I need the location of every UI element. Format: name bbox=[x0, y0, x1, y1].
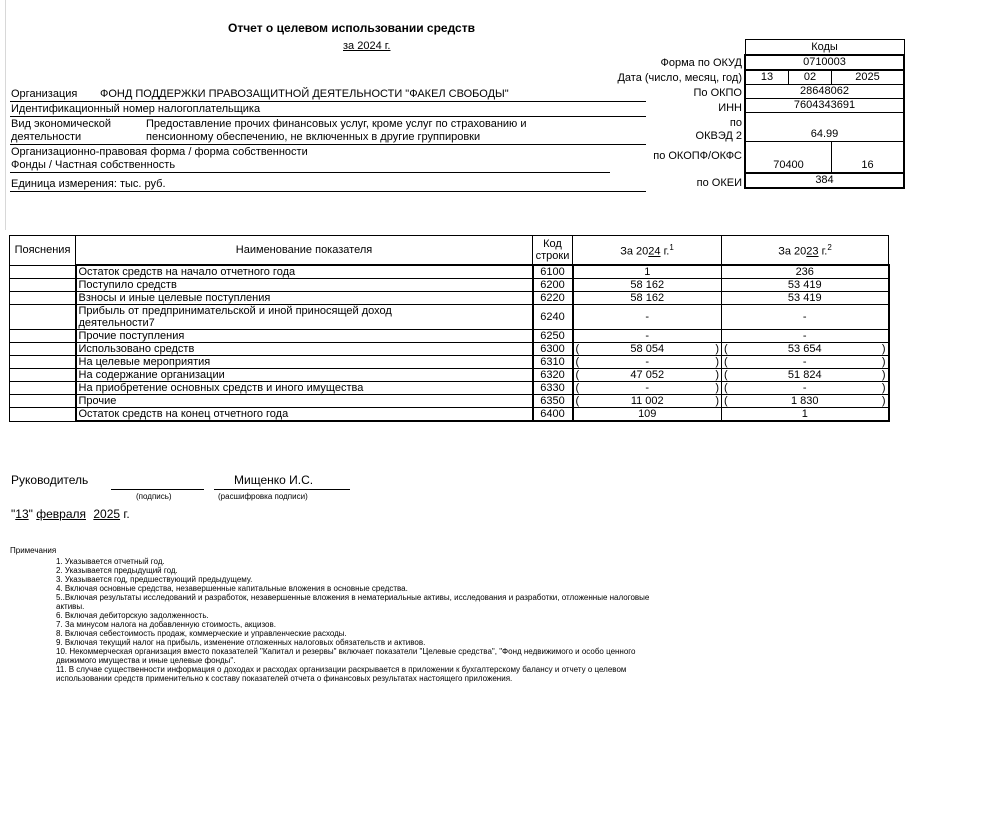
decode-caption: (расшифровка подписи) bbox=[218, 492, 308, 501]
row-code: 6350 bbox=[533, 395, 573, 408]
note-item: 11. В случае существенности информация о доходах и расходах организации раскрывается в приложении к бухгалтерскому балансу и отчету о целевом bbox=[56, 665, 627, 674]
row-current-value: 58 162 bbox=[573, 279, 722, 292]
note-item: 3. Указывается год, предшествующий предыдущему. bbox=[56, 575, 253, 584]
note-item: движимого имущества и иные целевые фонды". bbox=[56, 656, 236, 665]
row-note bbox=[10, 369, 76, 382]
row-name: Прочие поступления bbox=[76, 330, 533, 343]
row-code: 6250 bbox=[533, 330, 573, 343]
okfs-value: 16 bbox=[832, 142, 905, 174]
col-name: Наименование показателя bbox=[76, 236, 533, 266]
row-previous-value: ( 51 824 ) bbox=[722, 369, 889, 382]
row-code: 6100 bbox=[533, 265, 573, 279]
row-code: 6330 bbox=[533, 382, 573, 395]
table-row bbox=[10, 305, 889, 330]
table-row bbox=[10, 408, 889, 422]
signature-date: "13" февраля 2025 г. bbox=[11, 507, 130, 521]
funds-table bbox=[9, 235, 890, 422]
row-note bbox=[10, 292, 76, 305]
note-item: активы. bbox=[56, 602, 85, 611]
table-row bbox=[10, 279, 889, 292]
note-item: 8. Включая себестоимость продаж, коммерческие и управленческие расходы. bbox=[56, 629, 347, 638]
unit-label: Единица измерения: тыс. руб. bbox=[11, 178, 166, 190]
okei-value: 384 bbox=[745, 173, 904, 188]
row-previous-value: 236 bbox=[722, 265, 889, 279]
note-item: 7. За минусом налога на добавленную стоимость, акцизов. bbox=[56, 620, 276, 629]
note-item: использовании средств применительно к составу показателей отчета о финансовых результатах настоящего приложения. bbox=[56, 674, 513, 683]
row-note bbox=[10, 265, 76, 279]
row-current-value: ( 47 052 ) bbox=[573, 369, 722, 382]
note-item: 4. Включая основные средства, незавершенные капитальные вложения в основные средства. bbox=[56, 584, 408, 593]
date-day: 13 bbox=[745, 70, 789, 85]
activity-label-1: Вид экономической bbox=[11, 118, 112, 130]
row-current-value: 109 bbox=[573, 408, 722, 422]
row-current-value: 1 bbox=[573, 265, 722, 279]
okved-value: 64.99 bbox=[745, 113, 904, 142]
table-row bbox=[10, 265, 889, 279]
note-item: 9. Включая текущий налог на прибыль, изменение отложенных налоговых обязательств и активов. bbox=[56, 638, 426, 647]
inn-code-label: ИНН bbox=[718, 102, 742, 114]
row-note bbox=[10, 408, 76, 422]
signature-name: Мищенко И.С. bbox=[234, 473, 314, 487]
row-name: На целевые мероприятия bbox=[76, 356, 533, 369]
date-month: 02 bbox=[789, 70, 832, 85]
legal-form-label: Организационно-правовая форма / форма собственности bbox=[11, 146, 308, 158]
row-previous-value: ( 1 830 ) bbox=[722, 395, 889, 408]
okud-value: 0710003 bbox=[745, 55, 904, 70]
row-current-value: ( 58 054 ) bbox=[573, 343, 722, 356]
col-previous-year: За 2023 г.$^2$ bbox=[722, 236, 889, 266]
table-row bbox=[10, 330, 889, 343]
note-item: 5..Включая результаты исследований и разработок, незавершенные вложения в нематериальные активы, исследования и разработки, отложенные налоговые bbox=[56, 593, 650, 602]
row-note bbox=[10, 343, 76, 356]
okud-label: Форма по ОКУД bbox=[660, 57, 742, 69]
row-current-value: ( 11 002 ) bbox=[573, 395, 722, 408]
codes-table bbox=[744, 39, 905, 189]
note-item: 6. Включая дебиторскую задолженность. bbox=[56, 611, 209, 620]
sign-caption: (подпись) bbox=[136, 492, 172, 501]
row-name: Остаток средств на конец отчетного года bbox=[76, 408, 533, 422]
row-previous-value: - bbox=[722, 330, 889, 343]
org-label: Организация bbox=[11, 88, 78, 100]
report-period: за 2024 г. bbox=[343, 40, 391, 52]
row-note bbox=[10, 330, 76, 343]
okei-label: по ОКЕИ bbox=[696, 177, 742, 189]
okved-label-2: ОКВЭД 2 bbox=[695, 130, 742, 142]
row-code: 6400 bbox=[533, 408, 573, 422]
table-row bbox=[10, 369, 889, 382]
row-note bbox=[10, 382, 76, 395]
activity-line-2: пенсионному обеспечению, не включенных в другие группировки bbox=[146, 131, 481, 143]
row-code: 6220 bbox=[533, 292, 573, 305]
row-name: Использовано средств bbox=[76, 343, 533, 356]
row-current-value: ( - ) bbox=[573, 382, 722, 395]
row-previous-value: 53 419 bbox=[722, 279, 889, 292]
row-name: На содержание организации bbox=[76, 369, 533, 382]
row-name: Взносы и иные целевые поступления bbox=[76, 292, 533, 305]
table-header-row bbox=[10, 236, 889, 266]
col-current-year: За 2024 г.$^1$ bbox=[573, 236, 722, 266]
row-current-value: ( - ) bbox=[573, 356, 722, 369]
note-item: 10. Некоммерческая организация вместо показателей "Капитал и резервы" включает показатели "Целевые средства", "Фонд недвижимого и особо ценного bbox=[56, 647, 636, 656]
row-current-value: 58 162 bbox=[573, 292, 722, 305]
row-name: Поступило средств bbox=[76, 279, 533, 292]
date-label: Дата (число, месяц, год) bbox=[617, 72, 742, 84]
row-previous-value: ( - ) bbox=[722, 382, 889, 395]
row-previous-value: ( - ) bbox=[722, 356, 889, 369]
note-item: 2. Указывается предыдущий год. bbox=[56, 566, 178, 575]
notes-heading: Примечания bbox=[10, 546, 57, 555]
row-code: 6240 bbox=[533, 305, 573, 330]
row-previous-value: 1 bbox=[722, 408, 889, 422]
row-note bbox=[10, 305, 76, 330]
row-code: 6320 bbox=[533, 369, 573, 382]
okopf-label: по ОКОПФ/ОКФС bbox=[653, 150, 742, 162]
row-previous-value: 53 419 bbox=[722, 292, 889, 305]
table-row bbox=[10, 382, 889, 395]
codes-heading: Коды bbox=[745, 40, 904, 56]
row-previous-value: - bbox=[722, 305, 889, 330]
row-previous-value: ( 53 654 ) bbox=[722, 343, 889, 356]
legal-form-value: Фонды / Частная собственность bbox=[11, 159, 176, 171]
col-notes: Пояснения bbox=[10, 236, 76, 266]
row-note bbox=[10, 356, 76, 369]
date-year: 2025 bbox=[832, 70, 905, 85]
row-name: Остаток средств на начало отчетного года bbox=[76, 265, 533, 279]
okopf-value: 70400 bbox=[745, 142, 832, 174]
table-row bbox=[10, 395, 889, 408]
inn-label: Идентификационный номер налогоплательщика bbox=[11, 103, 261, 115]
activity-label-2: деятельности bbox=[11, 131, 82, 143]
col-code: Код строки bbox=[533, 236, 573, 266]
inn-value: 7604343691 bbox=[745, 99, 904, 113]
activity-line-1: Предоставление прочих финансовых услуг, кроме услуг по страхованию и bbox=[146, 118, 527, 130]
row-current-value: - bbox=[573, 305, 722, 330]
table-row bbox=[10, 343, 889, 356]
row-name: Прибыль от предпринимательской и иной приносящей доход деятельности7 bbox=[76, 305, 533, 330]
table-row bbox=[10, 356, 889, 369]
org-name: ФОНД ПОДДЕРЖКИ ПРАВОЗАЩИТНОЙ ДЕЯТЕЛЬНОСТИ "ФАКЕЛ СВОБОДЫ" bbox=[100, 88, 509, 100]
report-title: Отчет о целевом использовании средств bbox=[228, 21, 475, 35]
row-name: Прочие bbox=[76, 395, 533, 408]
table-row bbox=[10, 292, 889, 305]
row-code: 6200 bbox=[533, 279, 573, 292]
row-name: На приобретение основных средств и иного имущества bbox=[76, 382, 533, 395]
row-code: 6310 bbox=[533, 356, 573, 369]
okpo-label: По ОКПО bbox=[693, 87, 742, 99]
row-note bbox=[10, 395, 76, 408]
note-item: 1. Указывается отчетный год. bbox=[56, 557, 165, 566]
row-current-value: - bbox=[573, 330, 722, 343]
okpo-value: 28648062 bbox=[745, 85, 904, 99]
signature-role: Руководитель bbox=[11, 473, 89, 487]
okved-label-1: по bbox=[729, 117, 742, 129]
row-code: 6300 bbox=[533, 343, 573, 356]
row-note bbox=[10, 279, 76, 292]
